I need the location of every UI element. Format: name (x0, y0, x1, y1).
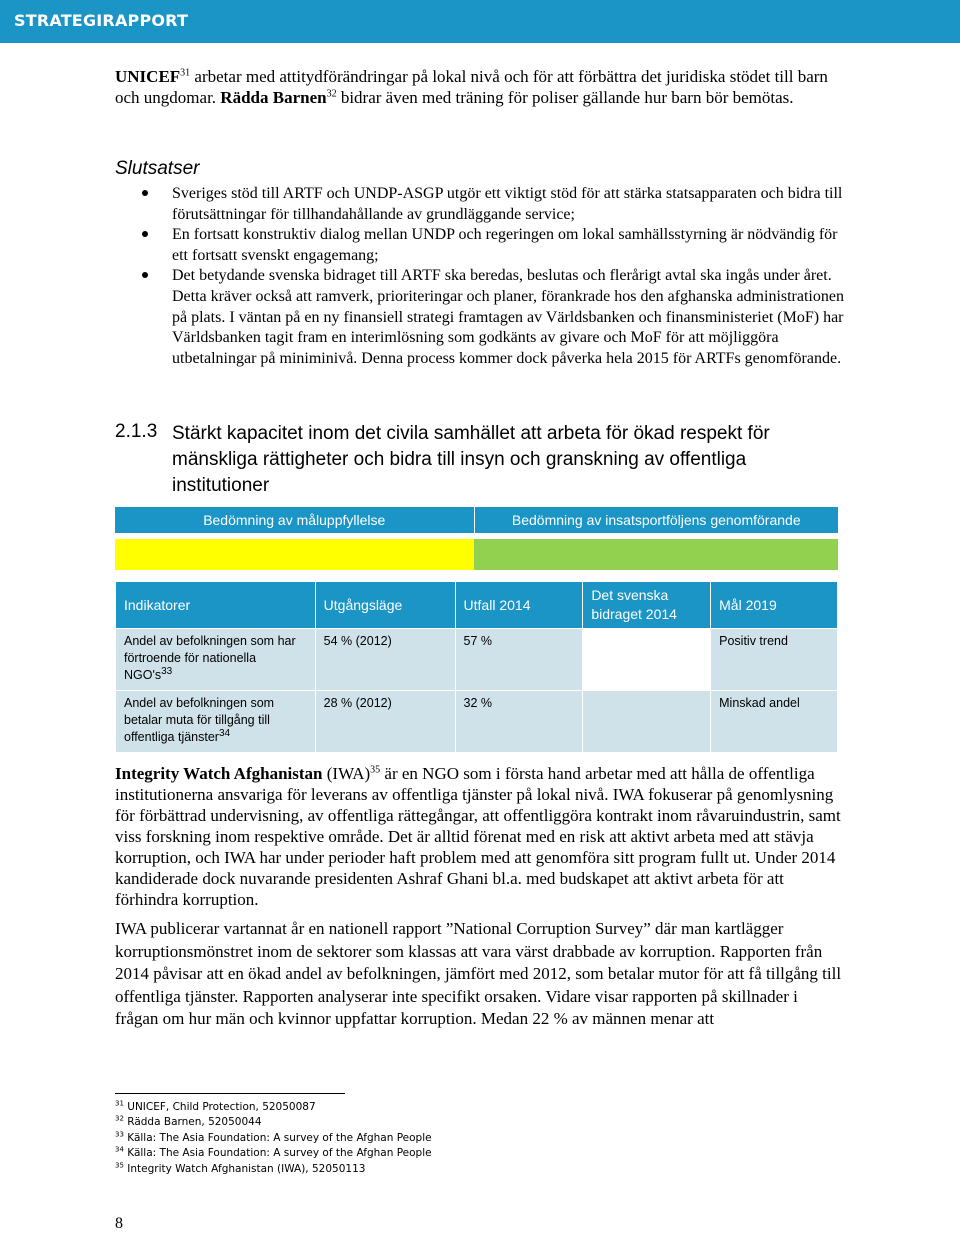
conclusions-heading: Slutsatser (115, 158, 200, 179)
outcome-cell: 57 % (455, 629, 583, 691)
goal-assessment-label: Bedömning av måluppfyllelse (115, 507, 475, 533)
baseline-cell: 28 % (2012) (315, 691, 455, 753)
survey-text: IWA publicerar vartannat år en nationell rapport (115, 919, 446, 938)
footnote-number: 33 (115, 1130, 124, 1139)
footnotes (115, 1100, 432, 1177)
assessment-table (115, 507, 838, 570)
header-title: STRATEGIRAPPORT (14, 11, 189, 30)
footnote-ref[interactable]: 31 (180, 67, 191, 79)
report-title: ”National Corruption Survey” (445, 919, 651, 938)
footnote (115, 1100, 432, 1115)
footnote-text: Rädda Barnen, 52050044 (123, 1116, 262, 1129)
footnote-separator (115, 1093, 345, 1094)
assessment-header (115, 507, 838, 533)
bullet-icon (142, 190, 148, 196)
org-unicef: UNICEF (115, 67, 181, 86)
bullet-icon (142, 231, 148, 237)
indicator-text: Andel av befolkningen som betalar muta för tillgång till offentliga tjänster (124, 696, 275, 744)
goal-assessment-indicator (115, 539, 474, 570)
iwa-text: (IWA) (322, 764, 371, 783)
contribution-cell (583, 691, 711, 753)
section-title: Stärkt kapacitet inom det civila samhället att arbeta för ökad respekt för mänskliga rättigheter och bidra till insyn och granskning av offentliga institutioner (172, 423, 770, 496)
footnote (115, 1115, 432, 1130)
org-radda-barnen: Rädda Barnen (220, 88, 327, 107)
table-row (116, 691, 838, 753)
intro-text: bidrar även med träning för poliser gällande hur barn bör bemötas. (336, 88, 794, 107)
list-item (140, 184, 850, 225)
portfolio-assessment-label: Bedömning av insatsportföljens genomförande (475, 507, 839, 533)
footnote (115, 1146, 432, 1161)
column-header: Indikatorer (116, 582, 316, 629)
list-item-text: Det betydande svenska bidraget till ARTF ska beredas, beslutas och flerårigt avtal ska ingås under året. Detta kräver också att ramverk, prioriteringar och planer, förankrade hos den afghanska administrationen på plats. I väntan på en ny finansiell strategi framtagen av Världsbanken och finansministeriet (MoF) har Världsbanken tagit fram en interimlösning som godkänts av givare och MoF för att möjliggöra utbetalningar på miniminivå. Denna process kommer dock påverka hela 2015 för ARTFs genomförande. (172, 267, 844, 367)
org-iwa: Integrity Watch Afghanistan (115, 764, 323, 783)
portfolio-assessment-indicator (474, 539, 838, 570)
assessment-colors (115, 539, 838, 570)
outcome-cell: 32 % (455, 691, 583, 753)
indicator-cell (116, 691, 316, 753)
section-number: 2.1.3 (115, 421, 158, 442)
page-number: 8 (115, 1215, 123, 1232)
list-item-text: Sveriges stöd till ARTF och UNDP-ASGP utgör ett viktigt stöd för att stärka statsapparaten och bidra till förutsättningar för tillhandahållande av grundläggande service; (172, 185, 843, 223)
column-header: Det svenska bidraget 2014 (583, 582, 711, 629)
conclusions-list (140, 184, 850, 369)
footnote-number: 31 (115, 1099, 124, 1108)
target-cell: Minskad andel (711, 691, 838, 753)
list-item (140, 266, 850, 369)
target-cell: Positiv trend (711, 629, 838, 691)
footnote-text: Integrity Watch Afghanistan (IWA), 52050113 (123, 1162, 366, 1175)
footnote-text: Källa: The Asia Foundation: A survey of the Afghan People (123, 1147, 432, 1160)
column-header: Utfall 2014 (455, 582, 583, 629)
column-header: Utgångsläge (315, 582, 455, 629)
survey-text: där man kartlägger korruptionsmönstret inom de sektorer som klassas att vara värst drabbade av korruption. Rapporten från 2014 påvisar att en ökad andel av befolkningen, jämfört med 2012, som betalar mutor för att få tillgång till offentliga tjänster. Rapporten analyserar inte specifikt orsaken. Vidare visar rapporten på skillnader i frågan om hur män och kvinnor uppfattar korruption. Medan 22 % av männen menar att (115, 919, 842, 1028)
iwa-text: är en NGO som i första hand arbetar med att hålla de offentliga institutionerna ansvariga för leverans av offentliga tjänster på lokal nivå. IWA fokuserar på genomlysning för förbättrad undervisning, av offentliga rättegångar, att offentliggöra kontrakt inom råvaruindustrin, samt viss forskning inom respektive område. Det är alltid förenat med en risk att aktivt arbeta med att stävja korruption, och IWA har under perioder haft problem med att genomföra sitt program fullt ut. Under 2014 kandiderade dock nuvarande presidenten Ashraf Ghani bl.a. med budskapet att aktivt arbeta för att förhindra korruption. (115, 764, 841, 909)
footnote-number: 35 (115, 1161, 124, 1170)
contribution-cell (583, 629, 711, 691)
footnote (115, 1131, 432, 1146)
indicator-text: Andel av befolkningen som har förtroende för nationella NGO's (124, 634, 296, 682)
bullet-icon (142, 272, 148, 278)
table-header-row (116, 582, 838, 629)
list-item-text: En fortsatt konstruktiv dialog mellan UNDP och regeringen om lokal samhällsstyrning är nödvändig för ett fortsatt svenskt engagemang; (172, 226, 838, 264)
footnote-number: 32 (115, 1114, 124, 1123)
footnote-ref[interactable]: 34 (218, 727, 231, 739)
footnote-ref[interactable]: 35 (370, 764, 381, 776)
footnote-text: UNICEF, Child Protection, 52050087 (123, 1101, 316, 1113)
survey-paragraph (115, 918, 845, 1031)
intro-paragraph (115, 66, 845, 108)
header-band (0, 0, 960, 43)
baseline-cell: 54 % (2012) (315, 629, 455, 691)
indicator-cell (116, 629, 316, 691)
footnote-ref[interactable]: 33 (161, 665, 173, 677)
footnote-text: Källa: The Asia Foundation: A survey of the Afghan People (123, 1131, 432, 1144)
iwa-paragraph (115, 763, 845, 910)
footnote-ref[interactable]: 32 (326, 88, 337, 100)
footnote-number: 34 (115, 1145, 124, 1154)
list-item (140, 225, 850, 266)
intro-text: arbetar med attitydförändringar på lokal nivå och för att förbättra det juridiska stödet till barn och ungdomar. (115, 67, 828, 107)
indicator-table (115, 581, 838, 753)
table-row (116, 629, 838, 691)
footnote (115, 1162, 432, 1177)
column-header: Mål 2019 (711, 582, 838, 629)
